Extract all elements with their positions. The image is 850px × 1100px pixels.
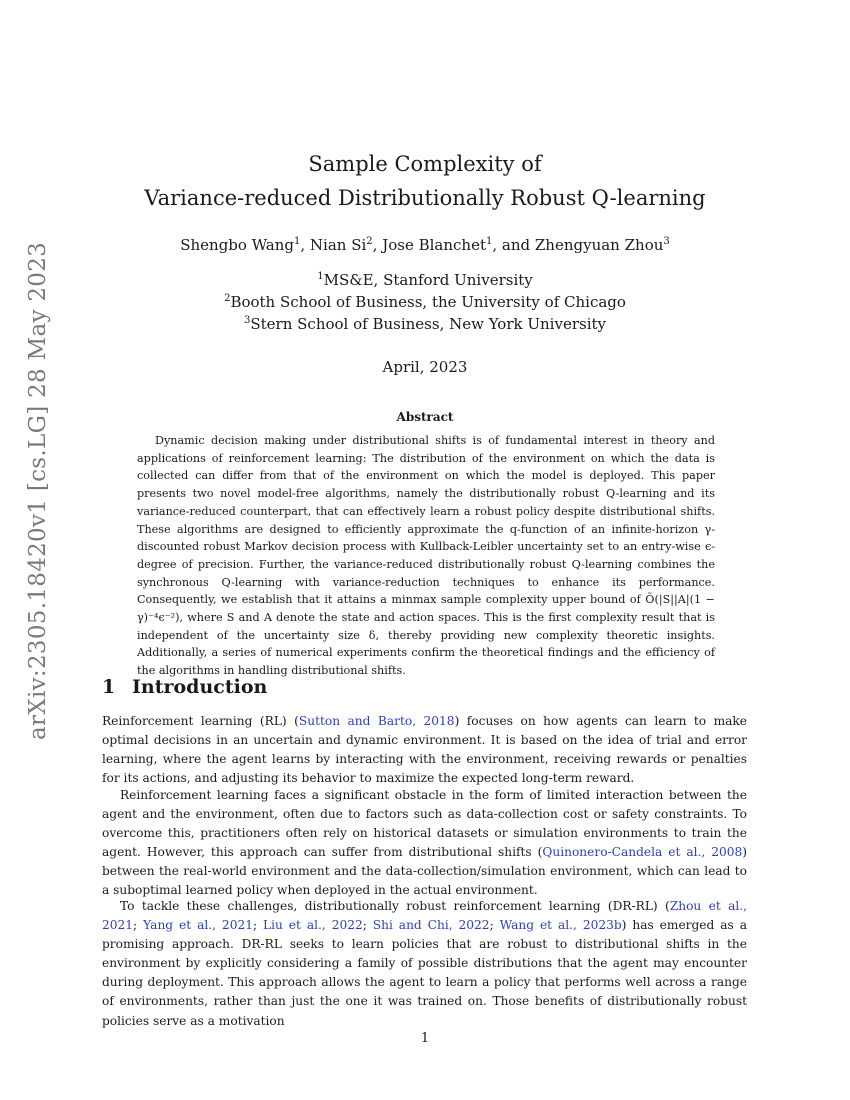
paragraph: Reinforcement learning (RL) (Sutton and Barto, 2018) focuses on how agents can learn to make optimal decisions in an uncertain and dynamic environment. It is based on the idea of trial and error learning, where the agent learns by interacting with the environment, receiving rewards or penalties for its actions, and adjusting its behavior to maximize the expected long-term reward. <box>102 714 747 786</box>
publication-date: April, 2023 <box>382 358 468 376</box>
arxiv-identifier: arXiv:2305.18420v1 [cs.LG] 28 May 2023 <box>25 241 51 740</box>
author-name: , Jose Blanchet <box>372 236 486 254</box>
citation-link[interactable]: Wang et al., 2023b <box>499 918 622 933</box>
affiliation: $^2$Booth School of Business, the University of Chicago <box>224 293 626 311</box>
citation-link[interactable]: Quinonero-Candela et al., 2008 <box>542 845 743 860</box>
author-affiliation-mark: 1 <box>294 236 301 247</box>
section-heading <box>102 676 267 698</box>
citation-link[interactable]: Sutton and Barto, 2018 <box>298 714 455 728</box>
abstract-text: Dynamic decision making under distributional shifts is of fundamental interest in theory and applications of reinforcement learning: The distribution of the environment on which the data is collected can differ from that of the environment on which the model is deployed. This paper presents two novel model-free algorithms, namely the distributionally robust Q-learning and its variance-reduced counterpart, that can effectively learn a robust policy despite distributional shifts. These algorithms are designed to efficiently approximate the q-function of an infinite-horizon γ-discounted robust Markov decision process with Kullback-Leibler uncertainty set to an entry-wise ϵ-degree of precision. Further, the variance-reduced distributionally robust Q-learning combines the synchronous Q-learning with variance-reduction techniques to enhance its performance. Consequently, we establish that it attains a minmax sample complexity upper bound of Õ(|S||A|(1 − γ)⁻⁴ϵ⁻²), where S and A denote the state and action spaces. This is the first complexity result that is independent of the uncertainty size δ, thereby providing new complexity theoretic insights. Additionally, a series of numerical experiments confirm the theoretical findings and the efficiency of the algorithms in handling distributional shifts. <box>137 434 715 678</box>
abstract-heading: Abstract <box>396 410 454 424</box>
citation-link[interactable]: Liu et al., 2022 <box>263 918 363 933</box>
affiliation: $^3$Stern School of Business, New York University <box>243 315 606 333</box>
paragraph: Reinforcement learning faces a significant obstacle in the form of limited interaction between the agent and the environment, often due to factors such as data-collection cost or safety constraints. To overcome this, practitioners often rely on historical datasets or simulation environments to train the agent. However, this approach can suffer from distributional shifts (Quinonero-Candela et al., 2008) between the real-world environment and the data-collection/simulation environment, which can lead to a suboptimal learned policy when deployed in the actual environment. <box>102 788 747 898</box>
page-number: 1 <box>420 1031 430 1046</box>
author-affiliation-mark: 1 <box>486 236 493 247</box>
paper-title-line-2: Variance-reduced Distributionally Robust Q-learning <box>144 186 706 210</box>
citation-link[interactable]: Yang et al., 2021 <box>143 918 253 933</box>
author-name: , Nian Si <box>300 236 367 254</box>
author-name: Shengbo Wang <box>180 236 295 254</box>
section-title: Introduction <box>132 676 268 698</box>
citation-link[interactable]: Shi and Chi, 2022 <box>372 918 490 933</box>
affiliation: $^1$MS&E, Stanford University <box>317 271 533 289</box>
paragraph: To tackle these challenges, distributionally robust reinforcement learning (DR-RL) (Zhou et al., 2021; Yang et al., 2021; Liu et al., 2022; Shi and Chi, 2022; Wang et al., 2023b) has emerged as a promising approach. DR-RL seeks to learn policies that are robust to distributional shifts in the environment by explicitly considering a family of possible distributions that the agent may encounter during deployment. This approach allows the agent to learn a policy that performs well across a range of environments, rather than just the one it was trained on. Those benefits of distributionally robust policies serve as a motivation <box>102 899 747 1028</box>
paper-title-line-1: Sample Complexity of <box>308 152 542 176</box>
section-number: 1 <box>102 676 116 698</box>
author-list <box>0 236 850 254</box>
author-affiliation-mark: 2 <box>366 236 373 247</box>
citation-link[interactable]: Zhou et al., 2021 <box>102 899 747 933</box>
author-affiliation-mark: 3 <box>663 236 670 247</box>
author-name: , and Zhengyuan Zhou <box>492 236 664 254</box>
